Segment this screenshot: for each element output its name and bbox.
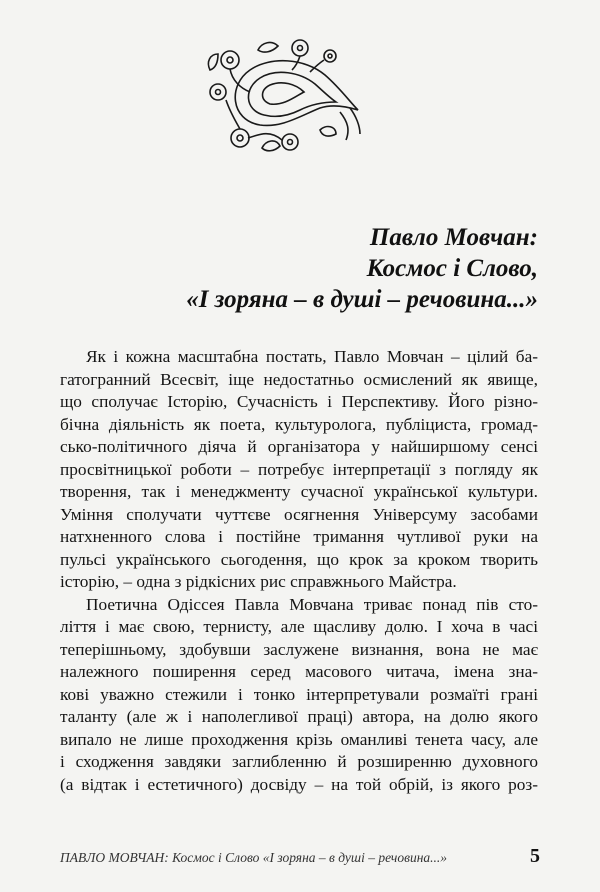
text-line: натхненного слова і постійне тримання чутливої руки на bbox=[60, 527, 538, 546]
text-line: випало не лише проходження крізь оманливі тенета часу, але bbox=[60, 729, 538, 749]
title-line-3: «І зоряна – в душі – речовина...» bbox=[186, 286, 538, 313]
text-line: (а відтак і естетичного) досвіду – на той обрій, із якого роз- bbox=[60, 774, 538, 794]
running-footer: ПАВЛО МОВЧАН: Космос і Слово «І зоряна – в душі – речовина...» bbox=[60, 850, 448, 865]
text-line: належного поширення серед масового читача, імена зна- bbox=[60, 662, 538, 681]
text-line: гатогранний Всесвіт, іще недостатньо осмислений як явище, bbox=[60, 369, 538, 389]
text-line: сько-політичного діяча й організатора у найширшому сенсі bbox=[60, 437, 538, 456]
text-line: теперішньому, здобувши заслужене визнання, вона не має bbox=[60, 639, 538, 659]
body-text bbox=[60, 346, 538, 796]
text-line: просвітницької роботи – потребує інтерпретації з погляду як bbox=[60, 459, 538, 479]
text-line: Як і кожна масштабна постать, Павло Мовчан – цілий ба- bbox=[86, 347, 538, 366]
text-line: кові уважно стежили і тонко інтерпретували розмаїті грані bbox=[60, 684, 538, 704]
text-line: Поетична Одіссея Павла Мовчана триває понад пів сто- bbox=[86, 594, 538, 614]
chapter-title bbox=[118, 222, 538, 315]
title-line-1: Павло Мовчан: bbox=[369, 224, 538, 251]
text-line: бічна діяльність як поета, культуролога, публіциста, громад- bbox=[60, 414, 538, 434]
text-line: і сходження завдяки заглибленню й розширенню духовного bbox=[60, 752, 538, 771]
paisley-ornament-icon bbox=[200, 30, 365, 160]
text-line: що сполучає Історію, Сучасність і Перспективу. Його різно- bbox=[60, 392, 538, 411]
text-line: Уміння сполучати чуттєве осягнення Універсуму засобами bbox=[60, 504, 538, 524]
text-line: творення, так і менеджменту сучасної української культури. bbox=[60, 482, 538, 501]
text-line: історію, – одна з рідкісних рис справжнього Майстра. bbox=[60, 572, 457, 591]
text-line: пульсі українського сьогодення, що крок за кроком творить bbox=[60, 549, 538, 569]
page-number: 5 bbox=[530, 845, 540, 867]
text-line: ліття і має свою, тернисту, але щасливу долю. І хоча в часі bbox=[60, 617, 538, 636]
text-line: таланту (але ж і наполегливої праці) автора, на долю якого bbox=[60, 707, 538, 726]
title-line-2: Космос і Слово, bbox=[366, 255, 538, 282]
